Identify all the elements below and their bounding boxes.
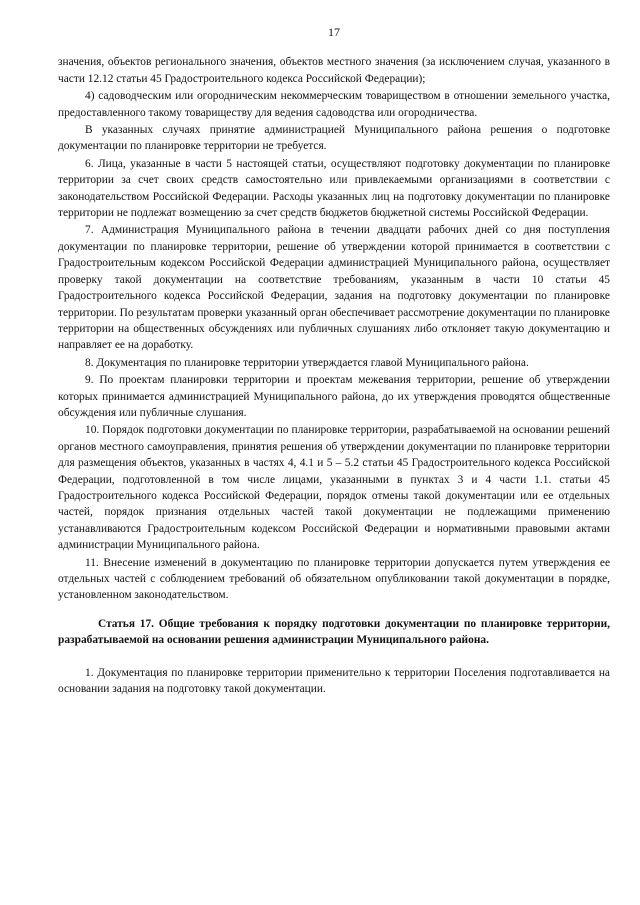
article-17-heading: Статья 17. Общие требования к порядку подготовки документации по планировке территории, разрабатываемой на основании решения администрации Муниципального района. [58, 617, 610, 647]
paragraph-item-4: 4) садоводческим или огородническим некоммерческим товариществом в отношении земельного участка, предоставленного такому товариществу для ведения садоводства или огородничества. [58, 90, 610, 119]
paragraph-8: 8. Документация по планировке территории утверждается главой Муниципального района. [85, 356, 529, 369]
paragraph-cases-note: В указанных случаях принятие администрацией Муниципального района решения о подготовке документации по планировке территории не требуется. [58, 124, 610, 153]
paragraph-11: 11. Внесение изменений в документацию по планировке территории допускается путем утверждения ее отдельных частей с соблюдением требований об обязательном опубликовании такой документации в порядке, установленном законодательством. [58, 556, 610, 602]
article-17-paragraph-1: 1. Документация по планировке территории применительно к территории Поселения подготавливается на основании задания на подготовку такой документации. [58, 666, 610, 696]
document-page [58, 24, 610, 698]
paragraph-7: 7. Администрация Муниципального района в течении двадцати рабочих дней со дня поступления документации по планировке территории, решение об утверждении которой принимается в соответствии с Градостроительным кодексом Российской Федерации администрацией Муниципального района, осуществляет проверку такой документации на соответствие требованиям, указанным в части 10 статьи 45 Градостроительного кодекса Российской Федерации, задания на подготовку документации по планировке территории. По результатам проверки указанный орган обеспечивает рассмотрение документации по планировке территории на общественных обсуждениях или публичных слушаниях либо отклоняет такую документацию и направляет ее на доработку. [58, 224, 610, 352]
page-number: 17 [328, 25, 340, 39]
paragraph-continuation: значения, объектов регионального значения, объектов местного значения (за исключением случая, указанного в части 12.12 статьи 45 Градостроительного кодекса Российской Федерации); [58, 56, 610, 85]
paragraph-6: 6. Лица, указанные в части 5 настоящей статьи, осуществляют подготовку документации по планировке территории за счет своих средств самостоятельно или привлекаемыми организациями в соответствии с законодательством Российской Федерации. Расходы указанных лиц на подготовку документации по планировке территории не подлежат возмещению за счет средств бюджетов бюджетной системы Российской Федерации. [58, 157, 610, 220]
paragraph-9: 9. По проектам планировки территории и проектам межевания территории, решение об утверждении которых принимается администрацией Муниципального района, до их утверждения проводятся общественные обсуждения или публичные слушания. [58, 374, 610, 419]
paragraph-10: 10. Порядок подготовки документации по планировке территории, разрабатываемой на основании решений органов местного самоуправления, принятия решения об утверждении документации по планировке территории для размещения объектов, указанных в частях 4, 4.1 и 5 – 5.2 статьи 45 Градостроительного кодекса Российской Федерации, подготовленной в том числе лицами, указанными в пунктах 3 и 4 части 1.1. статьи 45 Градостроительного кодекса Российской Федерации, порядок отмены такой документации или ее отдельных частей, порядок признания отдельных частей такой документации не подлежащими применению устанавливаются Градостроительным кодексом Российской Федерации и нормативными правовыми актами администрации Муниципального района. [58, 424, 610, 552]
